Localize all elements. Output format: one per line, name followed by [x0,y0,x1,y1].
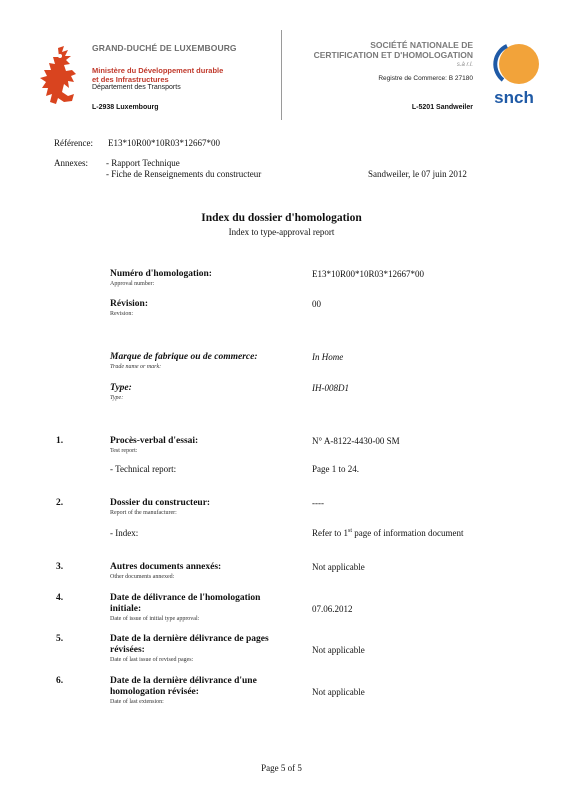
snch-title-line-1: SOCIÉTÉ NATIONALE DE [370,40,473,50]
annexes-label: Annexes: [54,158,88,168]
trade-name-label: Marque de fabrique ou de commerce: [110,352,258,362]
annex-item: - Rapport Technique [106,158,180,168]
item-number: 1. [56,436,64,446]
place-date: Sandweiler, le 07 juin 2012 [368,169,467,179]
revised-approval-value: Not applicable [312,687,365,697]
right-address: L-5201 Sandweiler [411,104,473,111]
reference-value: E13*10R00*10R03*12667*00 [108,138,221,148]
technical-report-label: - Technical report: [110,464,177,474]
approval-number-value: E13*10R00*10R03*12667*00 [312,269,425,279]
page-number: Page 5 of 5 [261,763,302,773]
ministry-name [92,66,223,84]
registry-number: Registre de Commerce: B 27180 [378,75,473,82]
trade-name-value: In Home [312,352,344,362]
revised-approval-label-2: homologation révisée: [110,687,199,697]
initial-approval-label: Date de délivrance de l'homologation [110,593,261,603]
other-documents-value: Not applicable [312,562,365,572]
revision-label: Révision: [110,299,148,309]
technical-report-value: Page 1 to 24. [312,464,359,474]
other-documents-label: Autres documents annexés: [110,562,222,572]
approval-number-sub: Approval number: [110,281,155,287]
revised-pages-sub: Date of last issue of revised pages: [110,657,194,663]
left-address: L-2938 Luxembourg [92,104,159,111]
manufacturer-report-value: ---- [312,498,324,508]
index-label: - Index: [110,528,139,538]
item-number: 6. [56,676,64,686]
manufacturer-report-label: Dossier du constructeur: [110,498,211,508]
revised-pages-label-2: révisées: [110,645,145,655]
test-report-value: N° A-8122-4430-00 SM [312,436,400,446]
revised-pages-value: Not applicable [312,645,365,655]
revised-approval-sub: Date of last extension: [110,699,164,705]
item-number: 3. [56,562,64,572]
initial-approval-sub: Date of issue of initial type approval: [110,616,200,622]
initial-approval-value: 07.06.2012 [312,604,353,614]
type-sub: Type: [110,395,124,401]
snch-sarl: s.à r.l. [456,62,473,68]
item-number: 2. [56,498,64,508]
ministry-line-2: et des Infrastructures [92,75,169,84]
approval-number-label: Numéro d'homologation: [110,269,212,279]
lion-coat-of-arms-icon [38,44,82,106]
page-subtitle: Index to type-approval report [228,227,335,237]
test-report-sub: Test report: [110,448,138,454]
annex-item: - Fiche de Renseignements du constructeur [106,169,262,179]
snch-logo-icon [485,40,543,110]
ministry-line-1: Ministère du Développement durable [92,66,224,75]
item-number: 5. [56,634,64,644]
trade-name-sub: Trade name or mark: [110,364,162,370]
revised-approval-label: Date de la dernière délivrance d'une [110,676,257,686]
revised-pages-label: Date de la dernière délivrance de pages [110,634,269,644]
country-title: GRAND-DUCHÉ DE LUXEMBOURG [92,43,237,53]
other-documents-sub: Other documents annexed: [110,574,175,580]
test-report-label: Procès-verbal d'essai: [110,436,199,446]
snch-title-line-2: CERTIFICATION ET D'HOMOLOGATION [313,50,473,60]
department-name: Département des Transports [92,84,181,91]
reference-label: Référence: [54,138,93,148]
item-number: 4. [56,593,64,603]
initial-approval-label-2: initiale: [110,604,142,614]
index-value: Refer to 1st page of information document [312,528,464,538]
page-title: Index du dossier d'homologation [201,212,362,224]
revision-sub: Revision: [110,311,134,317]
type-value: IH-008D1 [312,383,349,393]
snch-title [273,40,473,60]
type-label: Type: [110,383,132,393]
snch-logo-text: snch [494,88,534,107]
revision-value: 00 [312,299,321,309]
manufacturer-report-sub: Report of the manufacturer: [110,510,177,516]
